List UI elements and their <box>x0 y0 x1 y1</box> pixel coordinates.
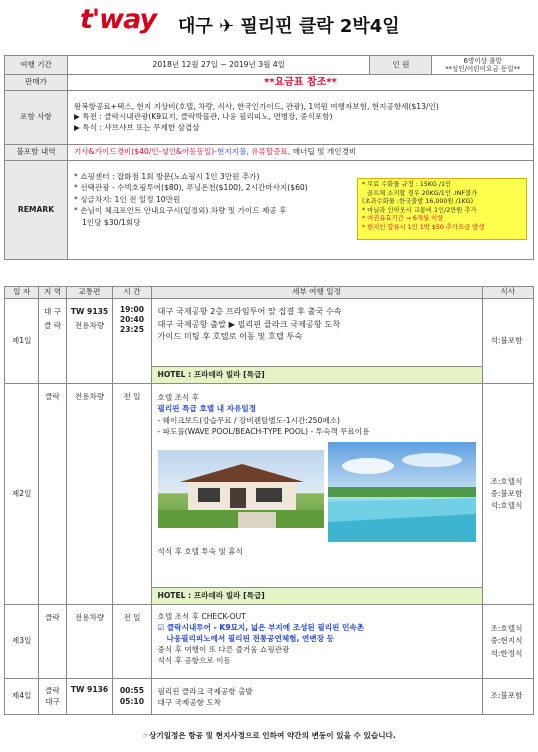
exclude-guide-fee: 기사&가이드경비($40/인-성인&아동동일) <box>74 147 215 157</box>
flight-number: TW 9135 <box>70 307 109 316</box>
col-header-transport: 교통편 <box>66 287 113 299</box>
page-header <box>0 0 538 46</box>
include-label: 포함 사항 <box>5 91 68 145</box>
exclude-other: 매너팁 및 개인경비 <box>292 147 357 157</box>
day-2-label: 제2일 <box>5 384 39 605</box>
include-line: ▶ 특식 : 샤브샤브 또는 무제한 삼겹살 <box>74 122 200 132</box>
exclude-value <box>68 145 534 161</box>
price-label: 판매가 <box>5 75 68 91</box>
time-line: 19:00 <box>119 305 144 314</box>
note-line: * 여권유효기간 → 6개월 이상 <box>362 215 444 222</box>
baggage-note-box <box>357 178 527 240</box>
detail-line: - 파도풀(WAVE POOL/BEACH-TYPE POOL) - 투숙객 무료이용 <box>157 427 370 437</box>
villa-illustration <box>158 450 324 528</box>
note-line: 골프채 소지할 경우 20KG/1인 .INF불가 <box>367 189 478 197</box>
day-1-transport <box>66 299 113 384</box>
day-3-label: 제3일 <box>5 605 39 679</box>
detail-line: 대구 국제공항 2층 프라임투어 앞 집결 후 출국 수속 <box>157 306 342 316</box>
day-4-transport: TW 9136 <box>66 679 113 715</box>
remark-line: * 선택관광 - 수빅호핑투어($80), 푸닝온천($100), 2시간마사지($60) <box>74 183 308 193</box>
day-4-region <box>39 679 66 715</box>
include-line: 왕복항공료+택스, 현지 지상비(호텔, 차량, 식사, 한국인가이드, 관광), 1억원 여행자보험, 현지공항세($13/인) <box>74 102 439 112</box>
period-value: 2018년 12월 27일 ~ 2019년 3월 4일 <box>68 56 370 75</box>
remark-line: * 쇼핑센터 : 잡화점 1회 방문(노쇼핑시 1인 3만원 추가) <box>74 172 260 181</box>
day-4-meal: 조:불포함 <box>482 679 534 715</box>
detail-line: 가이드 미팅 후 호텔로 이동 및 호텔 투숙 <box>157 331 303 342</box>
price-value: **요금표 참조** <box>68 75 534 91</box>
include-value <box>68 91 534 145</box>
note-line: (초과수화물 :한국출발 16,000원 /1KG) <box>362 198 474 205</box>
day-1-time <box>113 299 151 384</box>
villa-photo <box>158 450 324 528</box>
day-2-meal <box>482 384 534 605</box>
remark-line: * 손님이 체크포인트 안내요구시(일정외) 차량 및 가이드 제공 후 <box>74 206 287 216</box>
detail-line: 호텔 조식 후 CHECK-OUT <box>157 612 246 621</box>
remark-label: REMARK <box>5 161 68 260</box>
meal-line: 조:호텔식 <box>490 624 523 634</box>
day-2-time: 전 일 <box>113 384 151 605</box>
people-value <box>432 56 534 75</box>
detail-line: 필리핀 특급 호텔 내 자유일정 <box>157 404 257 414</box>
day-1-region <box>39 299 66 384</box>
day-3-region: 클락 <box>39 605 66 679</box>
remark-line: 1인당 $30/1회당 <box>82 217 141 227</box>
day-1-hotel: HOTEL : 프라데라 빌라 [특급] <box>151 367 482 384</box>
time-line: 05:10 <box>119 696 144 706</box>
day-3-detail <box>151 605 482 679</box>
people-label: 인 원 <box>370 56 432 75</box>
day-3-transport: 전용차량 <box>66 605 113 679</box>
transport-line: 전용차량 <box>74 321 105 331</box>
detail-line: 필리핀 클라크 국제공항 출발 <box>157 686 253 696</box>
itinerary-table <box>4 286 534 715</box>
detail-line: 나웅필리피노에서 필리핀 전통공연체험, 연변장 등 <box>166 634 335 643</box>
meal-line: 석:호텔식 <box>490 501 523 511</box>
day-2-hotel: HOTEL : 프라데라 빌라 [특급] <box>151 588 482 605</box>
exclude-fuel: 유류할증료, <box>251 147 291 157</box>
detail-line: 석식 후 호텔 투숙 및 휴식 <box>157 546 243 556</box>
exclude-local-pay: -현지지불, <box>214 147 249 157</box>
time-line: 23:25 <box>119 324 144 334</box>
day-4-label: 제4일 <box>5 679 39 715</box>
region-line: 클 락 <box>44 321 62 331</box>
day-2-detail <box>151 384 482 588</box>
note-line: * 무료 수화물 규정 : 15KG /1인 <box>362 181 452 188</box>
region-line: 클락 <box>45 685 60 695</box>
day-2-transport: 전용차량 <box>66 384 113 605</box>
day-4-detail <box>151 679 482 715</box>
day-4-time <box>113 679 151 715</box>
schedule-change-notice: ☞상기일정은 항공 및 현지사정으로 인하여 약간의 변동이 있을 수 있습니다. <box>142 731 396 740</box>
day-2-region: 클락 <box>39 384 66 605</box>
col-header-region: 지 역 <box>39 287 66 299</box>
col-header-day: 일 자 <box>5 287 39 299</box>
region-line: 대구 <box>45 696 60 706</box>
people-price-note: **성인/어린이요금 동일** <box>445 65 521 73</box>
detail-line: 석식 후 공항으로 이동 <box>157 656 231 665</box>
period-label: 여행 기간 <box>5 56 68 75</box>
day-1-meal: 석:불포함 <box>482 299 534 384</box>
day-3-meal <box>482 605 534 679</box>
col-header-detail: 세부 여행 일정 <box>151 287 482 299</box>
tway-logo: t'way <box>80 4 157 35</box>
note-line: * 마닐라 인아웃시 교통비 1인/2만원 추가 <box>362 206 477 214</box>
meal-line: 조:호텔식 <box>490 476 523 486</box>
exclude-label: 불포함 내역 <box>5 145 68 161</box>
detail-line: 대구 국제공항 도착 <box>157 697 222 707</box>
wave-pool-photo <box>328 442 476 542</box>
col-header-meal: 식사 <box>482 287 534 299</box>
detail-line: 중식 후 여행이 또 다른 즐거움 쇼핑관광 <box>157 645 290 654</box>
col-header-time: 시 간 <box>113 287 151 299</box>
region-line: 대 구 <box>44 307 62 316</box>
meal-line: 중:현지식 <box>490 636 523 646</box>
note-line: * 현지인 합류시 1인 1박 $50 추가요금 발생 <box>362 223 485 231</box>
meal-line: 석:한정식 <box>490 648 523 658</box>
detail-line: 호텔 조식 후 <box>157 393 200 402</box>
remark-line: * 싱글차지: 1인 전 일정 10만원 <box>74 194 181 204</box>
meal-line: 중:불포함 <box>490 488 523 498</box>
photo-row <box>158 442 476 542</box>
day-1-label: 제1일 <box>5 299 39 384</box>
include-line: ▶ 특전 : 클락시내관광(K9묘지, 클락박물관, 나웅 필리피노, 면병장, 중식포함) <box>74 112 333 122</box>
people-min: 6명이상 출발 <box>463 56 502 65</box>
time-line: 00:55 <box>119 685 144 695</box>
page-title: 대구 ✈ 필리핀 클락 2박4일 <box>178 16 400 37</box>
detail-line: - 웨이크보드(강습무료 / 장비렌탈별도-1시간:250페소) <box>157 415 340 425</box>
time-line: 20:40 <box>119 314 144 324</box>
day-1-detail <box>151 299 482 367</box>
detail-line: ☑ 클락시내투어 - K9묘지, 넓은 부지에 조성된 필리핀 민속촌 <box>157 623 365 632</box>
day-3-time: 전 일 <box>113 605 151 679</box>
detail-line: 대구 국제공항 출발 ▶ 필리핀 클라크 국제공항 도착 <box>157 318 341 329</box>
pool-illustration <box>328 442 476 542</box>
